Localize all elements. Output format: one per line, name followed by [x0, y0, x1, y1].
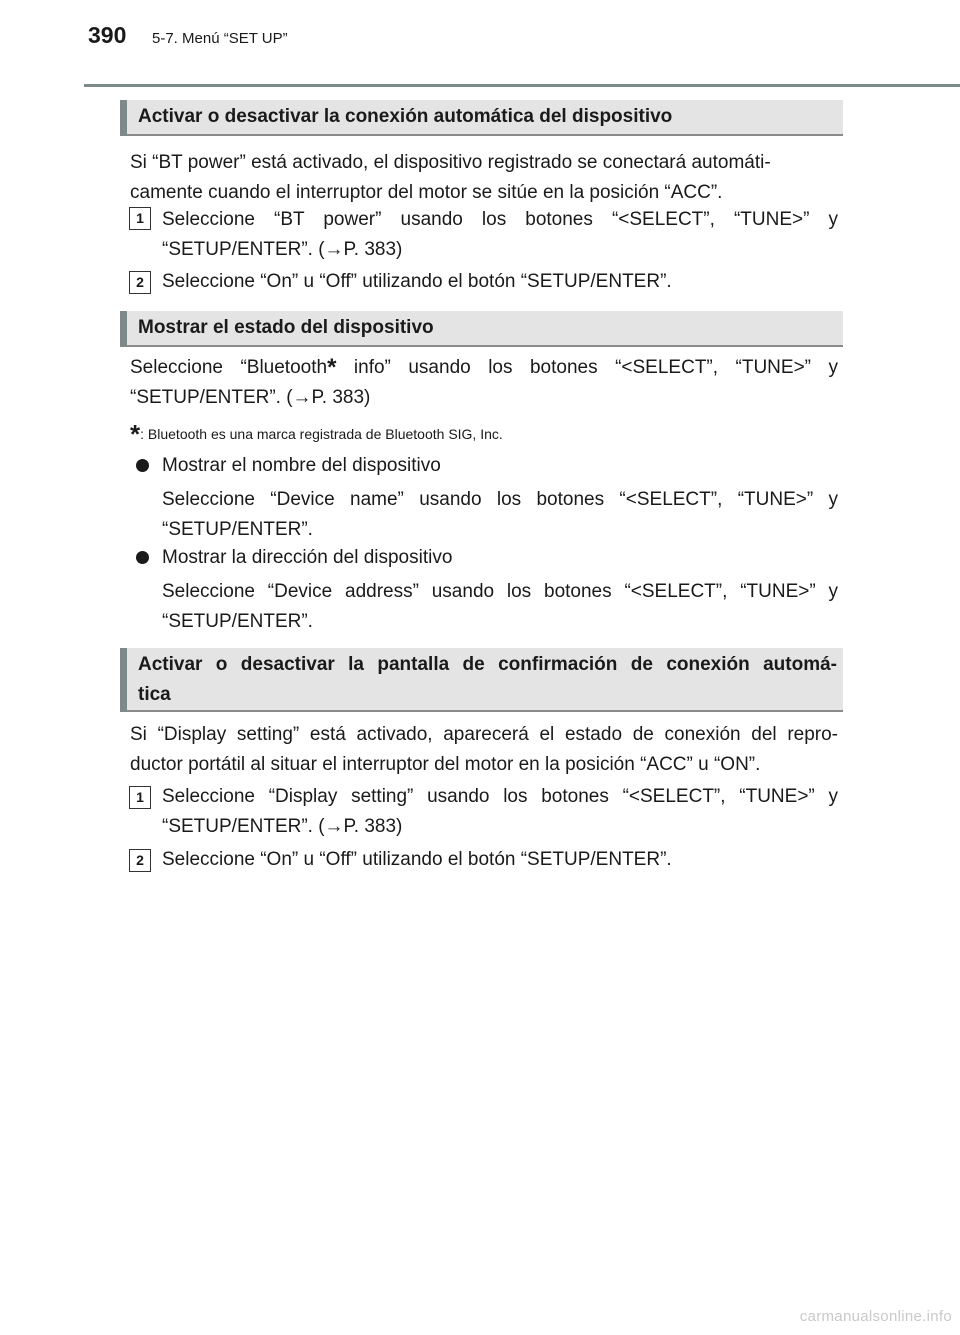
intro-line: Si “Display setting” está activado, aparecerá el estado de conexión del repro- — [130, 724, 838, 745]
section-title-line: Activar o desactivar la pantalla de confirmación de conexión automá- — [138, 654, 837, 675]
step-line: Seleccione “Display setting” usando los botones “<SELECT”, “TUNE>” y — [162, 786, 838, 807]
bullet-dot — [136, 551, 149, 564]
intro-line: Si “BT power” está activado, el dispositivo registrado se conectará automáti- — [130, 152, 771, 173]
section-accent — [120, 100, 127, 136]
bullet-heading: Mostrar la dirección del dispositivo — [162, 547, 453, 568]
footnote-marker: * — [327, 354, 337, 381]
section-title: Activar o desactivar la conexión automática del dispositivo — [138, 106, 673, 127]
bullet-line: “SETUP/ENTER”. — [162, 611, 313, 632]
section-accent — [120, 648, 127, 712]
step-line: Seleccione “On” u “Off” utilizando el botón “SETUP/ENTER”. — [162, 849, 672, 870]
bullet-heading: Mostrar el nombre del dispositivo — [162, 455, 441, 476]
step-line: “SETUP/ENTER”. (→P. 383) — [162, 816, 403, 837]
bullet-body — [162, 577, 838, 637]
intro-line — [130, 353, 838, 383]
section-intro — [130, 353, 838, 413]
step-text — [162, 782, 838, 842]
footnote-text: : Bluetooth es una marca registrada de Bluetooth SIG, Inc. — [140, 426, 503, 442]
section-title — [138, 648, 837, 710]
bullet-line: Seleccione “Device name” usando los botones “<SELECT”, “TUNE>” y — [162, 489, 838, 510]
header-rule — [84, 84, 960, 87]
page-header — [0, 0, 960, 90]
step-line: Seleccione “BT power” usando los botones “<SELECT”, “TUNE>” y — [162, 209, 838, 230]
intro-line: camente cuando el interruptor del motor se sitúe en la posición “ACC”. — [130, 182, 723, 203]
step-text — [162, 845, 838, 875]
bullet-body — [162, 485, 838, 545]
section-title-line: tica — [138, 684, 171, 705]
page-number: 390 — [88, 22, 127, 48]
step-number-box: 1 — [129, 786, 151, 809]
intro-line: ductor portátil al situar el interruptor del motor en la posición “ACC” u “ON”. — [130, 754, 761, 775]
step-line: Seleccione “On” u “Off” utilizando el botón “SETUP/ENTER”. — [162, 271, 672, 292]
bullet-dot — [136, 459, 149, 472]
footnote — [130, 419, 503, 450]
bullet-line: “SETUP/ENTER”. — [162, 519, 313, 540]
bullet-line: Seleccione “Device address” usando los botones “<SELECT”, “TUNE>” y — [162, 581, 838, 602]
watermark: carmanualsonline.info — [799, 1308, 952, 1325]
step-line: “SETUP/ENTER”. (→P. 383) — [162, 239, 403, 260]
section-heading-auto-connect — [120, 100, 843, 136]
step-number-box: 2 — [129, 271, 151, 294]
section-intro — [130, 720, 838, 780]
step-number-box: 1 — [129, 207, 151, 230]
section-intro — [130, 148, 838, 208]
section-heading-confirmation-screen — [120, 648, 843, 712]
step-text — [162, 267, 838, 297]
step-text — [162, 205, 838, 265]
intro-text: info” usando los botones “<SELECT”, “TUNE>” y — [336, 357, 838, 378]
intro-text: Seleccione “Bluetooth — [130, 357, 328, 378]
section-accent — [120, 311, 127, 347]
chapter-title: 5-7. Menú “SET UP” — [152, 30, 288, 47]
step-number-box: 2 — [129, 849, 151, 872]
section-heading-device-status — [120, 311, 843, 347]
footnote-star: * — [130, 419, 141, 449]
section-title: Mostrar el estado del dispositivo — [138, 317, 434, 338]
intro-line: “SETUP/ENTER”. (→P. 383) — [130, 387, 371, 408]
